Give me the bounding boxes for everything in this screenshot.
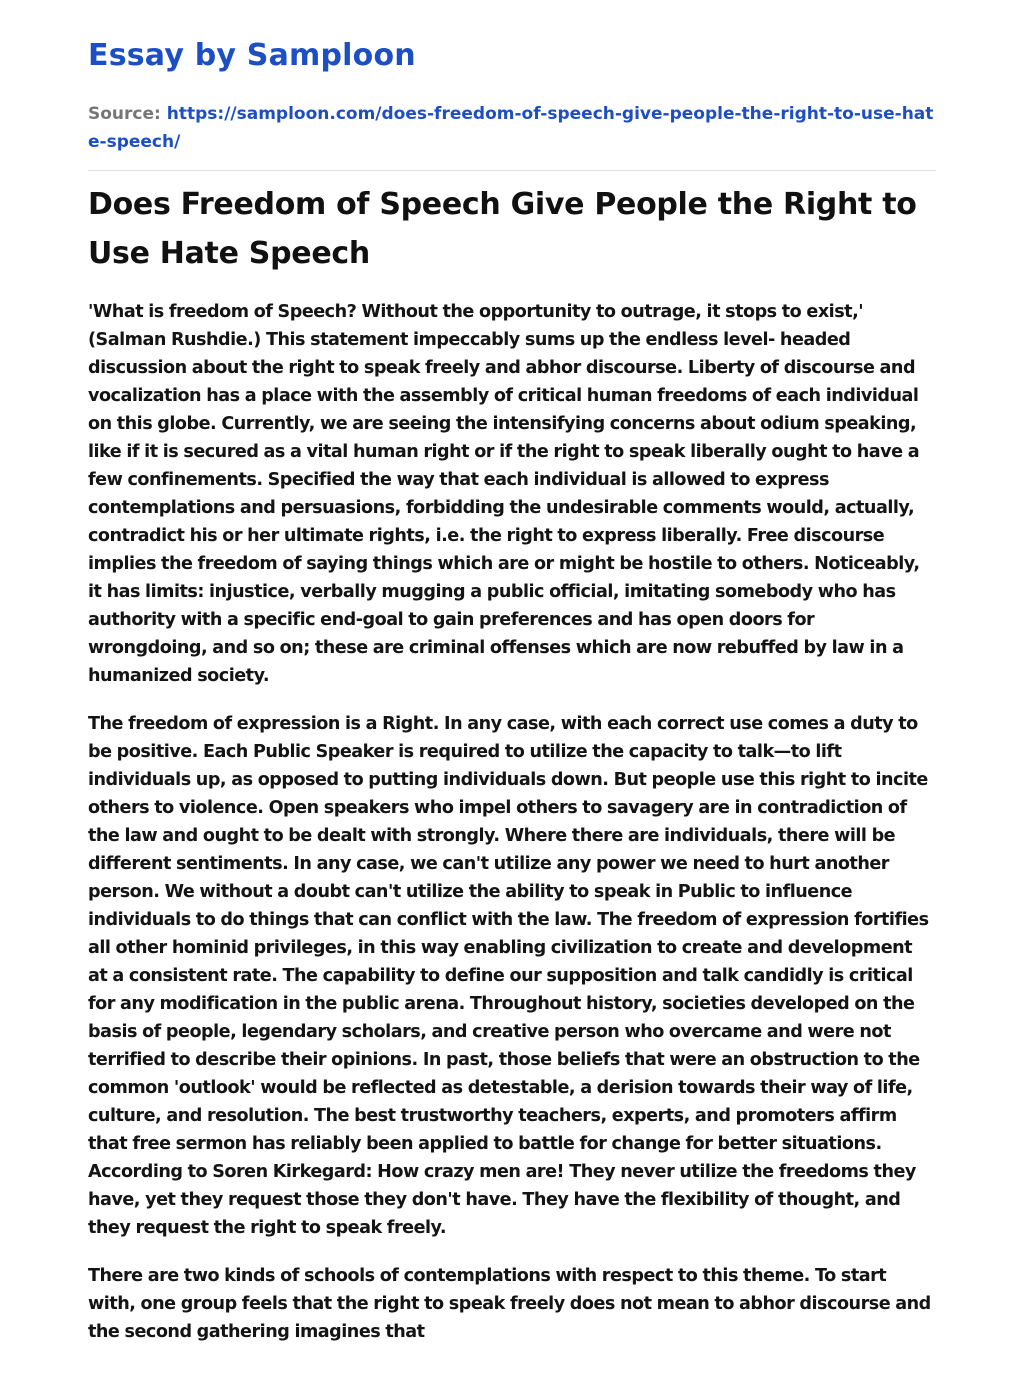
essay-title: Does Freedom of Speech Give People the Right to Use Hate Speech — [88, 187, 917, 271]
essay-paragraph: The freedom of expression is a Right. In any case, with each correct use comes a duty to be positive. Each Public Speaker is required to utilize the capacity to talk—to lift individuals up, as opposed to putting individuals down. But people use this right to incite others to violence. Open speakers who impel others to savagery are in contradiction of the law and ought to be dealt with strongly. Where there are individuals, there will be different sentiments. In any case, we can't utilize any power we need to hurt another person. We without a doubt can't utilize the ability to speak in Public to influence individuals to do things that can conflict with the law. The freedom of expression fortifies all other hominid privileges, in this way enabling civilization to create and development at a consistent rate. The capability to define our supposition and talk candidly is critical for any modification in the public arena. Throughout history, societies developed on the basis of people, legendary scholars, and creative person who overcame and were not terrified to describe their opinions. In past, those beliefs that were an obstruction to the common 'outlook' would be reflected as detestable, a derision towards their way of life, culture, and resolution. The best trustworthy teachers, experts, and promoters affirm that free sermon has reliably been applied to battle for change for better situations. According to Soren Kirkegard: How crazy men are! They never utilize the freedoms they have, yet they request those they don't have. They have the flexibility of thought, and they request the right to speak freely. — [88, 714, 929, 1238]
header-divider — [88, 170, 936, 171]
source-link[interactable]: https://samploon.com/does-freedom-of-speech-give-people-the-right-to-use-hate-speech/ — [88, 104, 934, 152]
essay-body — [88, 298, 936, 1366]
essay-paragraph: 'What is freedom of Speech? Without the opportunity to outrage, it stops to exist,' (Salman Rushdie.) This statement impeccably sums up the endless level- headed discussion about the right to speak freely and abhor discourse. Liberty of discourse and vocalization has a place with the assembly of critical human freedoms of each individual on this globe. Currently, we are seeing the intensifying concerns about odium speaking, like if it is secured as a vital human right or if the right to speak liberally ought to have a few confinements. Specified the way that each individual is allowed to express contemplations and persuasions, forbidding the undesirable comments would, actually, contradict his or her ultimate rights, i.e. the right to express liberally. Free discourse implies the freedom of saying things which are or might be hostile to others. Noticeably, it has limits: injustice, verbally mugging a public official, imitating somebody who has authority with a specific end-goal to gain preferences and has open doors for wrongdoing, and so on; these are criminal offenses which are now rebuffed by law in a humanized society. — [88, 302, 920, 686]
brand-title: Essay by Samploon — [88, 38, 416, 73]
source-label: Source: — [88, 104, 161, 124]
essay-paragraph: There are two kinds of schools of contemplations with respect to this theme. To start with, one group feels that the right to speak freely does not mean to abhor discourse and the second gathering imagines that — [88, 1266, 931, 1342]
source-line — [88, 100, 936, 156]
